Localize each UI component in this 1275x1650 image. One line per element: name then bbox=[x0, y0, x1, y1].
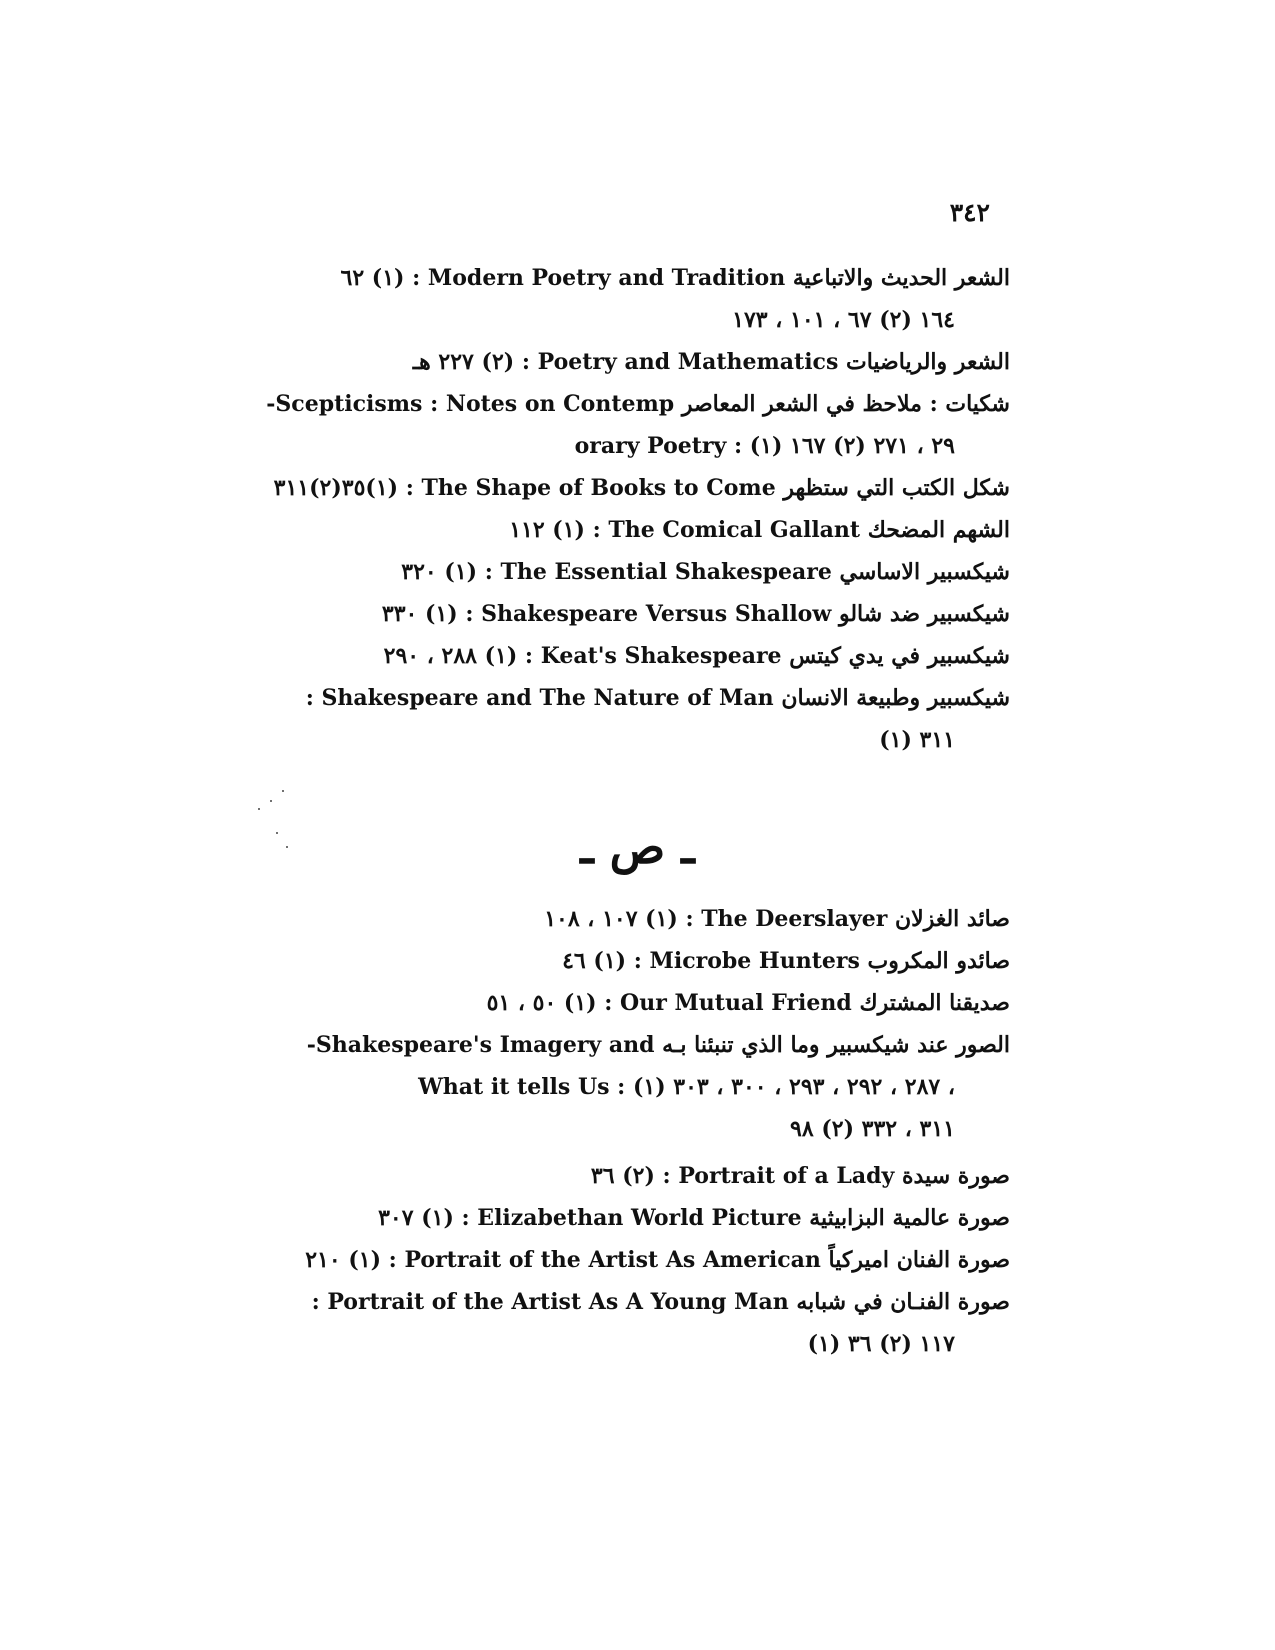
entry-line: (١) ١١٧ (٢) ٣٦ bbox=[807, 1331, 955, 1357]
entry-line: صورة الفنـان في شبابه Portrait of the Artist As A Young Man : bbox=[311, 1289, 1010, 1315]
entry-line: شكل الكتب التي ستظهر The Shape of Books to Come : (١)٣٥(٢)٣١١ bbox=[273, 475, 1010, 501]
entry-line: الشهم المضحك The Comical Gallant : (١) ١١٢ bbox=[509, 517, 1010, 543]
entry-line: شيكسبير ضد شالو Shakespeare Versus Shallow : (١) ٣٣٠ bbox=[381, 601, 1010, 627]
entry-line: الشعر والرياضيات Poetry and Mathematics : (٢) ٢٢٧ هـ bbox=[412, 349, 1010, 375]
section-heading: ـ ص ـ bbox=[580, 820, 695, 874]
entry-line: صورة سيدة Portrait of a Lady : (٢) ٣٦ bbox=[590, 1163, 1010, 1189]
entry-line: شيكسبير وطبيعة الانسان Shakespeare and The Nature of Man : bbox=[305, 685, 1010, 711]
entry-line: صائد الغزلان The Deerslayer : (١) ١٠٧ ، ١٠٨ bbox=[544, 906, 1010, 932]
entry-line: What it tells Us : (١) ٢٨٧ ، ٢٩٢ ، ٢٩٣ ، ٣٠٠ ، ٣٠٣ ، bbox=[418, 1074, 955, 1100]
entry-line: صورة عالمية البزابيثية Elizabethan World Picture : (١) ٣٠٧ bbox=[378, 1205, 1010, 1231]
entry-line: ١٦٤ (٢) ٦٧ ، ١٠١ ، ١٧٣ bbox=[732, 307, 955, 333]
entry-line: شيكسبير في يدي كيتس Keat's Shakespeare : (١) ٢٨٨ ، ٢٩٠ bbox=[383, 643, 1010, 669]
entry-line: شكيات : ملاحظ في الشعر المعاصر Scepticisms : Notes on Contemp- bbox=[266, 391, 1010, 417]
entry-line: صورة الفنان اميركياً Portrait of the Artist As American : (١) ٢١٠ bbox=[305, 1247, 1010, 1273]
page-number: ٣٤٢ bbox=[949, 198, 990, 227]
entry-line: الصور عند شيكسبير وما الذي تنبئنا بـه Shakespeare's Imagery and- bbox=[306, 1032, 1010, 1058]
entry-line: صائدو المكروب Microbe Hunters : (١) ٤٦ bbox=[562, 948, 1010, 974]
entry-line: الشعر الحديث والاتباعية Modern Poetry and Tradition : (١) ٦٢ bbox=[340, 265, 1010, 291]
entry-line: (١) ٣١١ bbox=[879, 727, 955, 753]
entry-line: صديقنا المشترك Our Mutual Friend : (١) ٥٠ ، ٥١ bbox=[486, 990, 1010, 1016]
entry-line: شيكسبير الاساسي The Essential Shakespeare : (١) ٣٢٠ bbox=[401, 559, 1010, 585]
entry-line: ٣١١ ، ٣٣٢ (٢) ٩٨ bbox=[790, 1116, 955, 1142]
entry-line: orary Poetry : (١) ٢٩ ، ٢٧١ (٢) ١٦٧ bbox=[574, 433, 955, 459]
